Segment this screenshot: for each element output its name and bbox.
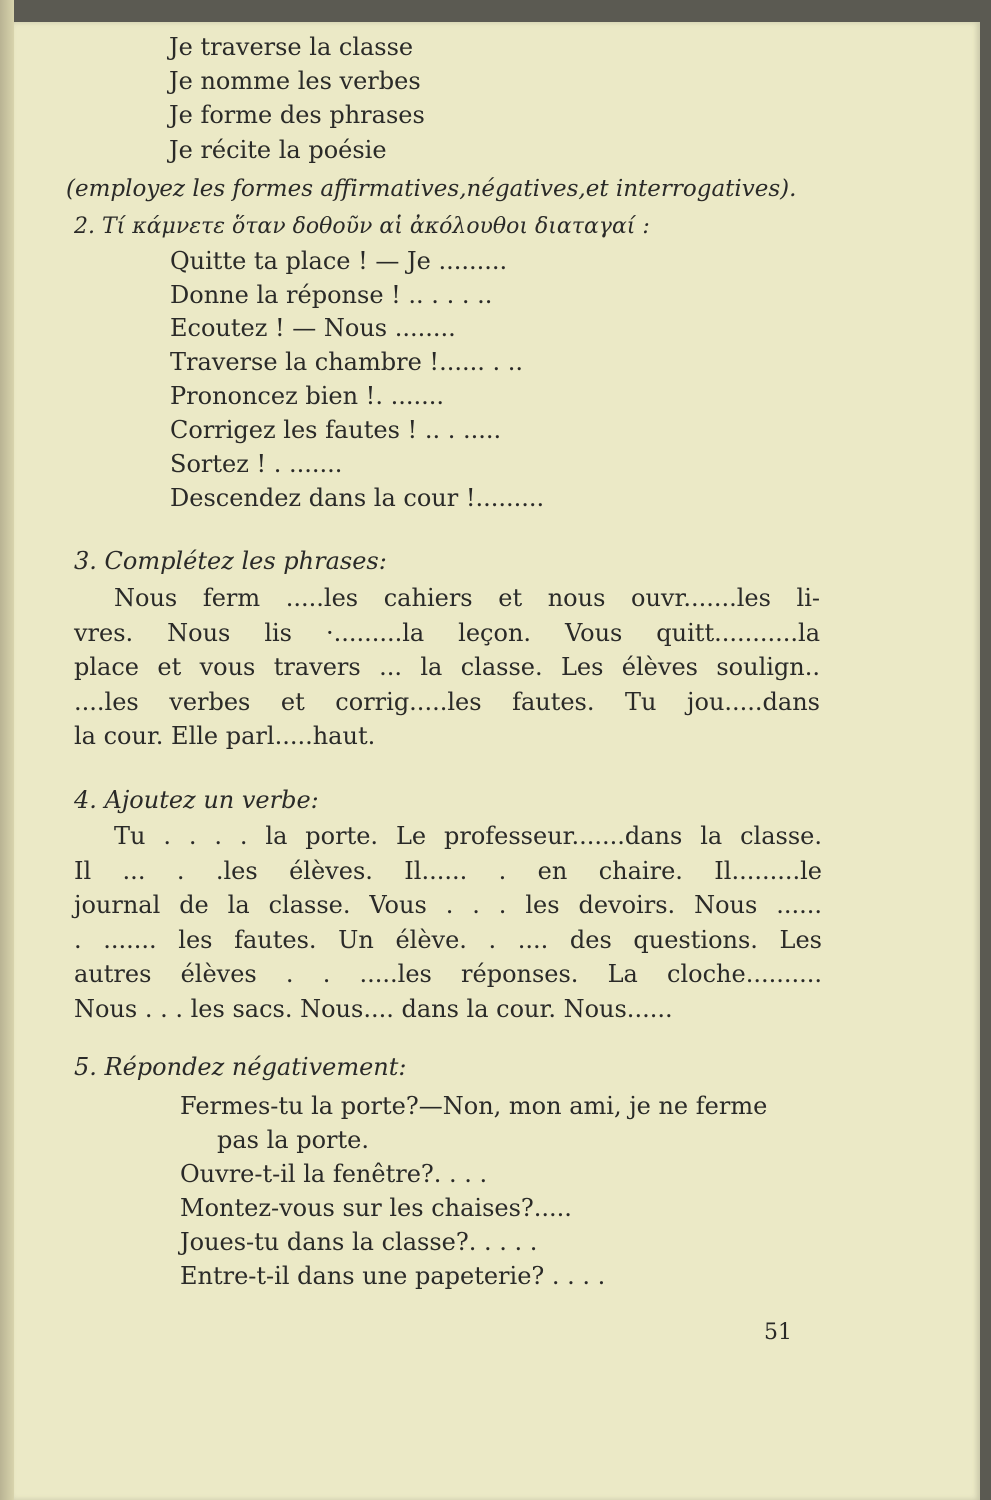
section5-line: Montez-vous sur les chaises?.....: [180, 1194, 572, 1222]
section4-line: . ....... les fautes. Un élève. . .... des questions. Les: [74, 925, 822, 954]
section3-line: place et vous travers ... la classe. Les élèves soulign..: [74, 653, 820, 681]
section4-heading: 4. Ajoutez un verbe:: [74, 786, 319, 814]
section4-paragraph: [74, 819, 822, 1026]
section2-line: Traverse la chambre !...... . ..: [170, 348, 523, 376]
section2-line: Ecoutez ! — Nous ........: [170, 314, 456, 342]
section2-heading: 2. Τί κάμνετε ὅταν δοθοῦν αἱ ἀκόλουθοι διαταγαί :: [74, 214, 650, 239]
section3-heading: 3. Complétez les phrases:: [74, 547, 387, 575]
section3-line: la cour. Elle parl.....haut.: [74, 722, 376, 750]
section3-line: ....les verbes et corrig.....les fautes. Tu jou.....dans: [74, 687, 820, 716]
section2-line: Donne la réponse ! .. . . . ..: [170, 281, 493, 309]
section4-line: Il ... . .les élèves. Il...... . en chaire. Il.........le: [74, 856, 822, 885]
section4-line: journal de la classe. Vous . . . les devoirs. Nous ......: [74, 891, 822, 919]
book-page: [14, 22, 980, 1500]
section5-line: pas la porte.: [217, 1126, 369, 1154]
section2-line: Corrigez les fautes ! .. . .....: [170, 416, 502, 444]
intro-line: Je récite la poésie: [169, 136, 387, 164]
section5-heading: 5. Répondez négativement:: [74, 1053, 407, 1081]
section5-line: Ouvre-t-il la fenêtre?. . . .: [180, 1160, 488, 1188]
page-text: [14, 22, 980, 1500]
page-number: 51: [764, 1320, 792, 1345]
intro-line: Je traverse la classe: [169, 33, 414, 61]
instruction: (employez les formes affirmatives,négatives,et interrogatives).: [66, 176, 797, 202]
book-spine: [0, 0, 14, 1500]
section5-line: Joues-tu dans la classe?. . . . .: [180, 1228, 538, 1256]
section5-line: Fermes-tu la porte?—Non, mon ami, je ne ferme: [180, 1092, 768, 1120]
section4-line: Tu . . . . la porte. Le professeur.......dans la classe.: [114, 822, 822, 850]
section4-line: Nous . . . les sacs. Nous.... dans la cour. Nous......: [74, 994, 673, 1023]
intro-line: Je nomme les verbes: [169, 67, 421, 95]
section4-line: autres élèves . . .....les réponses. La cloche..........: [74, 960, 822, 988]
section3-line: Nous ferm .....les cahiers et nous ouvr.......les li-: [114, 584, 820, 612]
section2-line: Descendez dans la cour !.........: [170, 484, 545, 512]
section3-line: vres. Nous lis ·.........la leçon. Vous quitt...........la: [74, 618, 820, 647]
section2-line: Prononcez bien !. .......: [170, 382, 444, 410]
intro-line: Je forme des phrases: [169, 101, 425, 129]
section2-line: Sortez ! . .......: [170, 450, 343, 478]
section5-line: Entre-t-il dans une papeterie? . . . .: [180, 1262, 606, 1290]
section2-line: Quitte ta place ! — Je .........: [170, 247, 508, 275]
section3-paragraph: [74, 581, 820, 754]
